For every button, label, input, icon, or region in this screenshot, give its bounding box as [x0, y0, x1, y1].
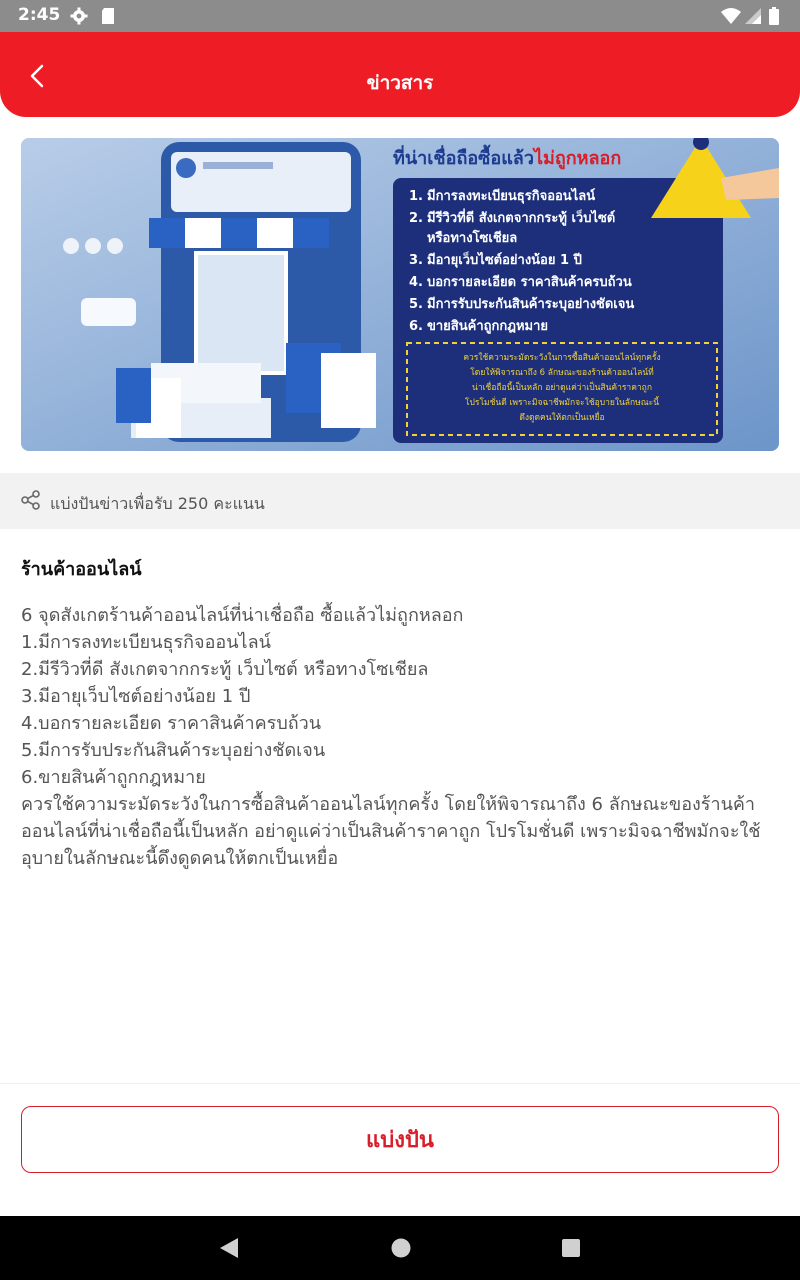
article-line: 3.มีอายุเว็บไซต์อย่างน้อย 1 ปี — [21, 686, 251, 707]
infographic-num-5: 5. — [409, 297, 423, 312]
article-body — [21, 602, 781, 872]
article-line: ควรใช้ความระมัดระวังในการซื้อสินค้าออนไลน์ทุกครั้ง โดยให้พิจารณาถึง 6 ลักษณะของร้านค้า — [21, 794, 756, 815]
article-title: ร้านค้าออนไลน์ — [21, 559, 142, 580]
signal-icon — [744, 7, 762, 29]
infographic-note-1: ควรใช้ความระมัดระวังในการซื้อสินค้าออนไลน์ทุกครั้ง — [463, 353, 661, 363]
back-triangle-icon[interactable] — [218, 1236, 240, 1264]
infographic-illustration — [21, 138, 779, 451]
article-line: 1.มีการลงทะเบียนธุรกิจออนไลน์ — [21, 632, 271, 653]
share-points-text: แบ่งปันข่าวเพื่อรับ 250 คะแนน — [50, 494, 265, 513]
infographic-num-2: 2. — [409, 211, 423, 226]
status-time: 2:45 — [18, 5, 61, 25]
infographic-item-5: มีการรับประกันสินค้าระบุอย่างชัดเจน — [427, 297, 635, 312]
article-line: 5.มีการรับประกันสินค้าระบุอย่างชัดเจน — [21, 740, 326, 761]
article-line: 4.บอกรายละเอียด ราคาสินค้าครบถ้วน — [21, 713, 322, 734]
infographic-note-2: โดยให้พิจารณาถึง 6 ลักษณะของร้านค้าออนไลน์ที่ — [470, 368, 654, 378]
share-button[interactable]: แบ่งปัน — [21, 1106, 779, 1173]
page-title: ข่าวสาร — [366, 72, 434, 94]
battery-icon — [768, 7, 780, 29]
gear-icon — [70, 7, 88, 29]
app-bar — [0, 32, 800, 117]
wifi-icon — [720, 7, 742, 29]
infographic-item-1: มีการลงทะเบียนธุรกิจออนไลน์ — [427, 189, 596, 204]
recents-square-icon[interactable] — [559, 1236, 583, 1264]
share-points-strip[interactable] — [0, 473, 800, 529]
home-circle-icon[interactable] — [389, 1236, 413, 1264]
divider — [0, 1083, 800, 1084]
infographic-num-6: 6. — [409, 319, 423, 334]
infographic-note-4: โปรโมชั่นดี เพราะมิจฉาชีพมักจะใช้อุบายในลักษณะนี้ — [464, 398, 660, 408]
system-nav-bar — [0, 1216, 800, 1280]
article-line: 6 จุดสังเกตร้านค้าออนไลน์ที่น่าเชื่อถือ ซื้อแล้วไม่ถูกหลอก — [21, 605, 464, 626]
infographic-item-2: มีรีวิวที่ดี สังเกตจากกระทู้ เว็บไซต์ — [427, 211, 616, 226]
status-bar — [0, 0, 800, 32]
article-line: 2.มีรีวิวที่ดี สังเกตจากกระทู้ เว็บไซต์ หรือทางโซเชียล — [21, 659, 429, 680]
infographic-item-4: บอกรายละเอียด ราคาสินค้าครบถ้วน — [427, 275, 632, 290]
article-line: ออนไลน์ที่น่าเชื่อถือนี้เป็นหลัก อย่าดูแค่ว่าเป็นสินค้าราคาถูก โปรโมชั่นดี เพราะมิจฉาชีพมักจะใช้ — [21, 821, 761, 842]
infographic-num-4: 4. — [409, 275, 423, 290]
infographic-headline: ที่น่าเชื่อถือซื้อแล้วไม่ถูกหลอก — [393, 148, 622, 169]
infographic-num-3: 3. — [409, 253, 423, 268]
article-line: 6.ขายสินค้าถูกกฎหมาย — [21, 767, 206, 788]
article-line: อุบายในลักษณะนี้ดึงดูดคนให้ตกเป็นเหยื่อ — [21, 848, 339, 869]
infographic-item-3: มีอายุเว็บไซต์อย่างน้อย 1 ปี — [427, 253, 582, 268]
share-icon — [21, 490, 41, 514]
news-hero-image — [21, 138, 779, 451]
infographic-item-2b: หรือทางโซเชียล — [427, 231, 518, 246]
sd-card-icon — [100, 7, 116, 29]
infographic-note-5: ดึงดูดคนให้ตกเป็นเหยื่อ — [519, 413, 605, 423]
infographic-note-3: น่าเชื่อถือนี้เป็นหลัก อย่าดูแค่ว่าเป็นสินค้าราคาถูก — [472, 383, 652, 393]
infographic-num-1: 1. — [409, 189, 423, 204]
infographic-item-6: ขายสินค้าถูกกฎหมาย — [427, 319, 549, 334]
